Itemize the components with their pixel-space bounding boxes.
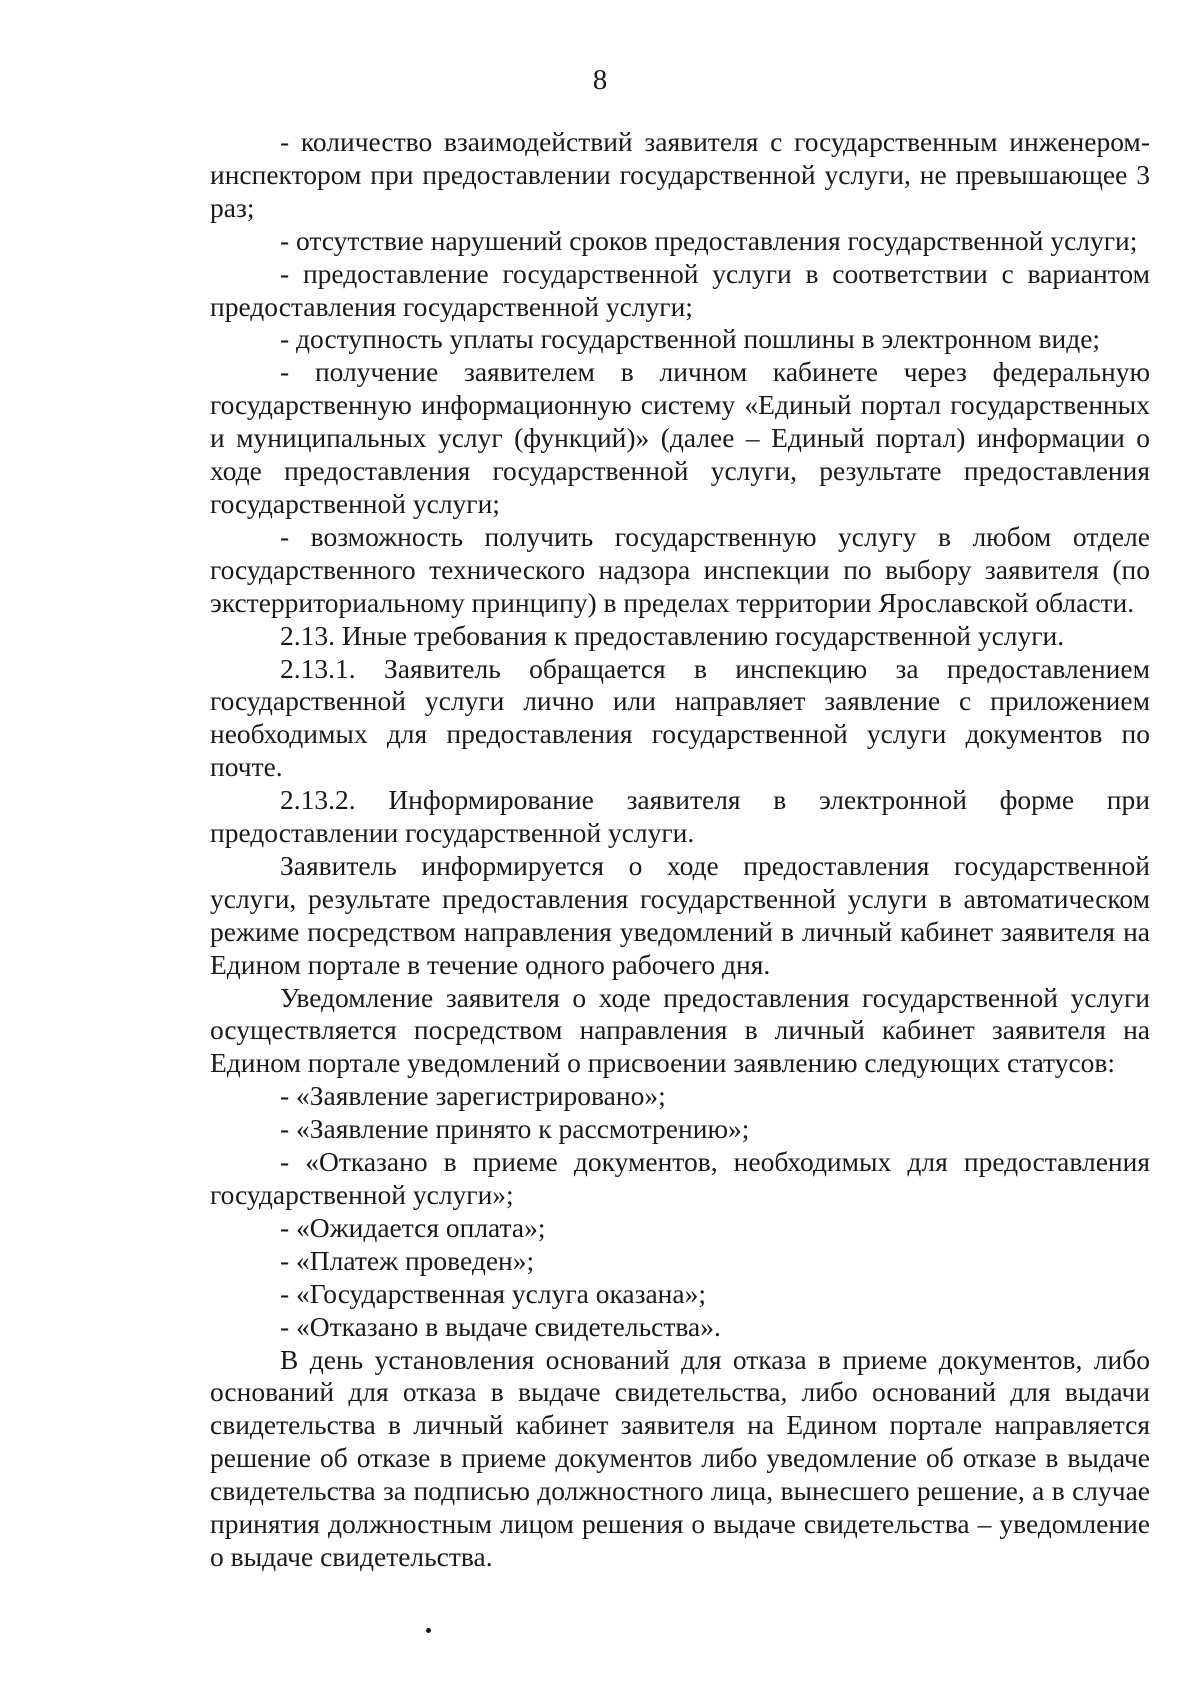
paragraph-final-decision: В день установления оснований для отказа в приеме документов, либо оснований для отказа в выдаче свидетельства, либо оснований для выдачи свидетельства в личный кабинет заявителя на Едином портале направляется решение об отказе в приеме документов либо уведомление об отказе в выдаче свидетельства за подписью должностного лица, вынесшего решение, а в случае принятия должностным лицом решения о выдаче свидетельства – уведомление о выдаче свидетельства. bbox=[210, 1343, 1150, 1572]
status-item-refused-certificate: - «Отказано в выдаче свидетельства». bbox=[280, 1310, 721, 1342]
intro-item-no-violations: - отсутствие нарушений сроков предоставления государственной услуги; bbox=[280, 224, 1138, 256]
intro-item-personal-account: - получение заявителем в личном кабинете через федеральную государственную информационную систему «Единый портал государственных и муниципальных услуг (функций)» (далее – Единый портал) информации о ходе предоставления государственной услуги, результате предоставления государственной услуги; bbox=[210, 356, 1150, 519]
intro-item-variant: - предоставление государственной услуги в соответствии с вариантом предоставления государственной услуги; bbox=[210, 257, 1150, 322]
status-item-payment-done: - «Платеж проведен»; bbox=[280, 1244, 535, 1276]
paragraph-applicant-informed: Заявитель информируется о ходе предоставления государственной услуги, результате предоставления государственной услуги в автоматическом режиме посредством направления уведомлений в личный кабинет заявителя на Едином портале в течение одного рабочего дня. bbox=[210, 849, 1150, 980]
section-2-13-1-paragraph: 2.13.1. Заявитель обращается в инспекцию за предоставлением государственной услуги лично или направляет заявление с приложением необходимых для предоставления государственной услуги документов по почте. bbox=[210, 652, 1150, 783]
paragraph-notification: Уведомление заявителя о ходе предоставления государственной услуги осуществляется посредством направления в личный кабинет заявителя на Едином портале уведомлений о присвоении заявлению следующих статусов: bbox=[210, 981, 1150, 1079]
section-2-13-heading: 2.13. Иные требования к предоставлению государственной услуги. bbox=[280, 619, 1065, 651]
intro-item-any-department: - возможность получить государственную услугу в любом отделе государственного технического надзора инспекции по выбору заявителя (по экстерриториальному принципу) в пределах территории Ярославской области. bbox=[210, 520, 1150, 618]
status-item-registered: - «Заявление зарегистрировано»; bbox=[280, 1080, 666, 1112]
document-body bbox=[210, 126, 1150, 1574]
intro-item-electronic-payment: - доступность уплаты государственной пошлины в электронном виде; bbox=[280, 323, 1101, 355]
section-2-13-2-paragraph: 2.13.2. Информирование заявителя в электронной форме при предоставлении государственной услуги. bbox=[210, 784, 1150, 849]
scan-dot-mark bbox=[426, 1628, 431, 1633]
status-item-service-provided: - «Государственная услуга оказана»; bbox=[280, 1277, 706, 1309]
status-item-awaiting-payment: - «Ожидается оплата»; bbox=[280, 1211, 546, 1243]
status-item-accepted: - «Заявление принято к рассмотрению»; bbox=[280, 1113, 750, 1145]
intro-item-interactions: - количество взаимодействий заявителя с государственным инженером-инспектором при предоставлении государственной услуги, не превышающее 3 раз; bbox=[210, 126, 1150, 223]
page-number: 8 bbox=[592, 64, 608, 96]
status-item-refused-documents: - «Отказано в приеме документов, необходимых для предоставления государственной услуги»; bbox=[210, 1146, 1150, 1210]
